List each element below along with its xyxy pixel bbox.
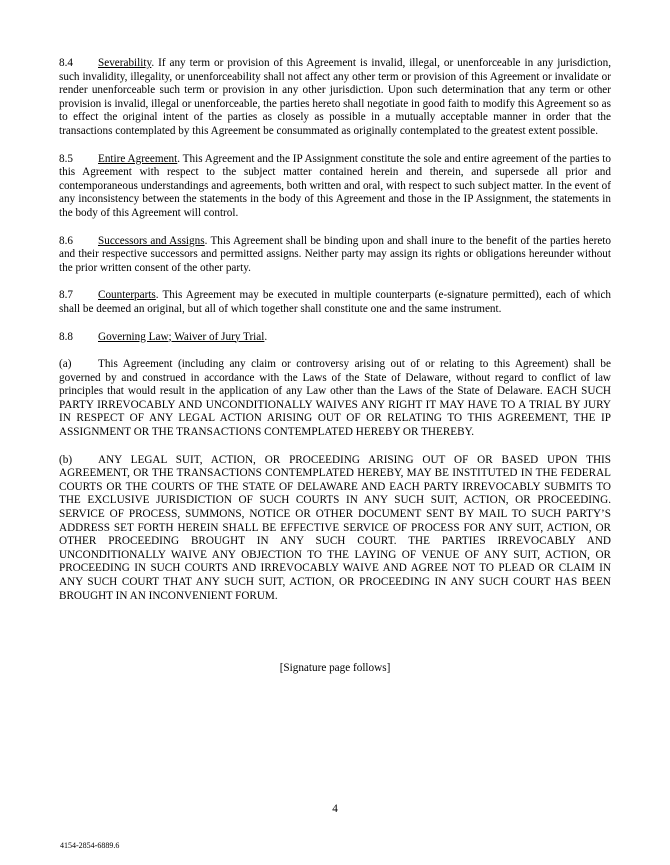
signature-page-note: [Signature page follows]	[279, 662, 391, 674]
subsection-8-8-b	[59, 454, 611, 604]
page-number: 4	[332, 803, 338, 815]
section-text: .	[264, 330, 268, 343]
section-text: . This Agreement and the IP Assignment constitute the sole and entire agreement of the parties to this Agreement with respect to the subject matter contained herein and therein, and supersede all prior and contemporaneous understandings and agreements, both written and oral, with respect to such subject matter. In the event of any inconsistency between the statements in the body of this Agreement and those in the IP Assignment, the statements in the body of this Agreement will control.	[59, 152, 612, 219]
document-id: 4154-2854-6889.6	[60, 841, 120, 850]
section-heading: Governing Law; Waiver of Jury Trial	[98, 330, 265, 343]
subsection-label: (b)	[59, 453, 73, 466]
section-number: 8.5	[59, 152, 73, 165]
subsection-label: (a)	[59, 358, 72, 371]
section-text: . This Agreement shall be binding upon and shall inure to the benefit of the parties hereto and their respective successors and permitted assigns. Neither party may assign its rights or obligations hereunder without the prior written consent of the other party.	[59, 234, 611, 274]
subsection-text: ANY LEGAL SUIT, ACTION, OR PROCEEDING ARISING OUT OF OR BASED UPON THIS AGREEMENT, OR THE TRANSACTIONS CONTEMPLATED HEREBY, MAY BE INSTITUTED IN THE FEDERAL COURTS OR THE COURTS OF THE STATE OF DELAWARE AND EACH PARTY IRREVOCABLY SUBMITS TO THE EXCLUSIVE JURISDICTION OF SUCH COURTS IN ANY SUCH SUIT, ACTION, OR PROCEEDING. SERVICE OF PROCESS, SUMMONS, NOTICE OR OTHER DOCUMENT SENT BY MAIL TO SUCH PARTY’S ADDRESS SET FORTH HEREIN SHALL BE EFFECTIVE SERVICE OF PROCESS FOR ANY SUIT, ACTION, OR OTHER PROCEEDING BROUGHT IN ANY SUCH COURT. THE PARTIES IRREVOCABLY AND UNCONDITIONALLY WAIVE ANY OBJECTION TO THE LAYING OF VENUE OF ANY SUIT, ACTION, OR PROCEEDING IN SUCH COURTS AND IRREVOCABLY WAIVE AND AGREE NOT TO PLEAD OR CLAIM IN ANY SUCH COURT THAT ANY SUCH SUIT, ACTION, OR PROCEEDING IN ANY SUCH COURT HAS BEEN BROUGHT IN AN INCONVENIENT FORUM.	[59, 453, 611, 602]
section-number: 8.6	[59, 234, 73, 247]
section-8-8	[59, 331, 611, 345]
section-8-5	[59, 153, 611, 221]
subsection-8-8-a	[59, 358, 611, 440]
subsection-text: This Agreement (including any claim or controversy arising out of or relating to this Agreement) shall be governed by and construed in accordance with the Laws of the State of Delaware, without regard to conflict of law principles that would result in the application of any Law other than the Laws of the State of Delaware. EACH SUCH PARTY IRREVOCABLY AND UNCONDITIONALLY WAIVES ANY RIGHT IT MAY HAVE TO A TRIAL BY JURY IN RESPECT OF ANY LEGAL ACTION ARISING OUT OF OR RELATING TO THIS AGREEMENT, THE IP ASSIGNMENT OR THE TRANSACTIONS CONTEMPLATED HEREBY OR THEREBY.	[59, 358, 611, 439]
section-8-4	[59, 57, 611, 139]
section-heading: Successors and Assigns	[98, 234, 205, 247]
section-number: 8.8	[59, 330, 73, 343]
section-text: . If any term or provision of this Agreement is invalid, illegal, or unenforceable in any jurisdiction, such invalidity, illegality, or unenforceability shall not affect any other term or provision of this Agreement or invalidate or render unenforceable such term or provision in any other jurisdiction. Upon such determination that any term or other provision is invalid, illegal or unenforceable, the parties hereto shall negotiate in good faith to modify this Agreement so as to effect the original intent of the parties as closely as possible in a mutually acceptable manner in order that the transactions contemplated by this Agreement be consummated as originally contemplated to the greatest extent possible.	[59, 57, 611, 137]
section-8-7	[59, 289, 611, 316]
section-heading: Counterparts	[98, 289, 156, 302]
section-heading: Severability	[98, 57, 152, 69]
section-number: 8.4	[59, 57, 73, 69]
document-body	[59, 57, 611, 617]
section-text: . This Agreement may be executed in multiple counterparts (e-signature permitted), each of which shall be deemed an original, but all of which together shall constitute one and the same instrument.	[59, 289, 611, 315]
section-heading: Entire Agreement	[98, 152, 178, 165]
section-number: 8.7	[59, 289, 73, 302]
section-8-6	[59, 235, 611, 276]
